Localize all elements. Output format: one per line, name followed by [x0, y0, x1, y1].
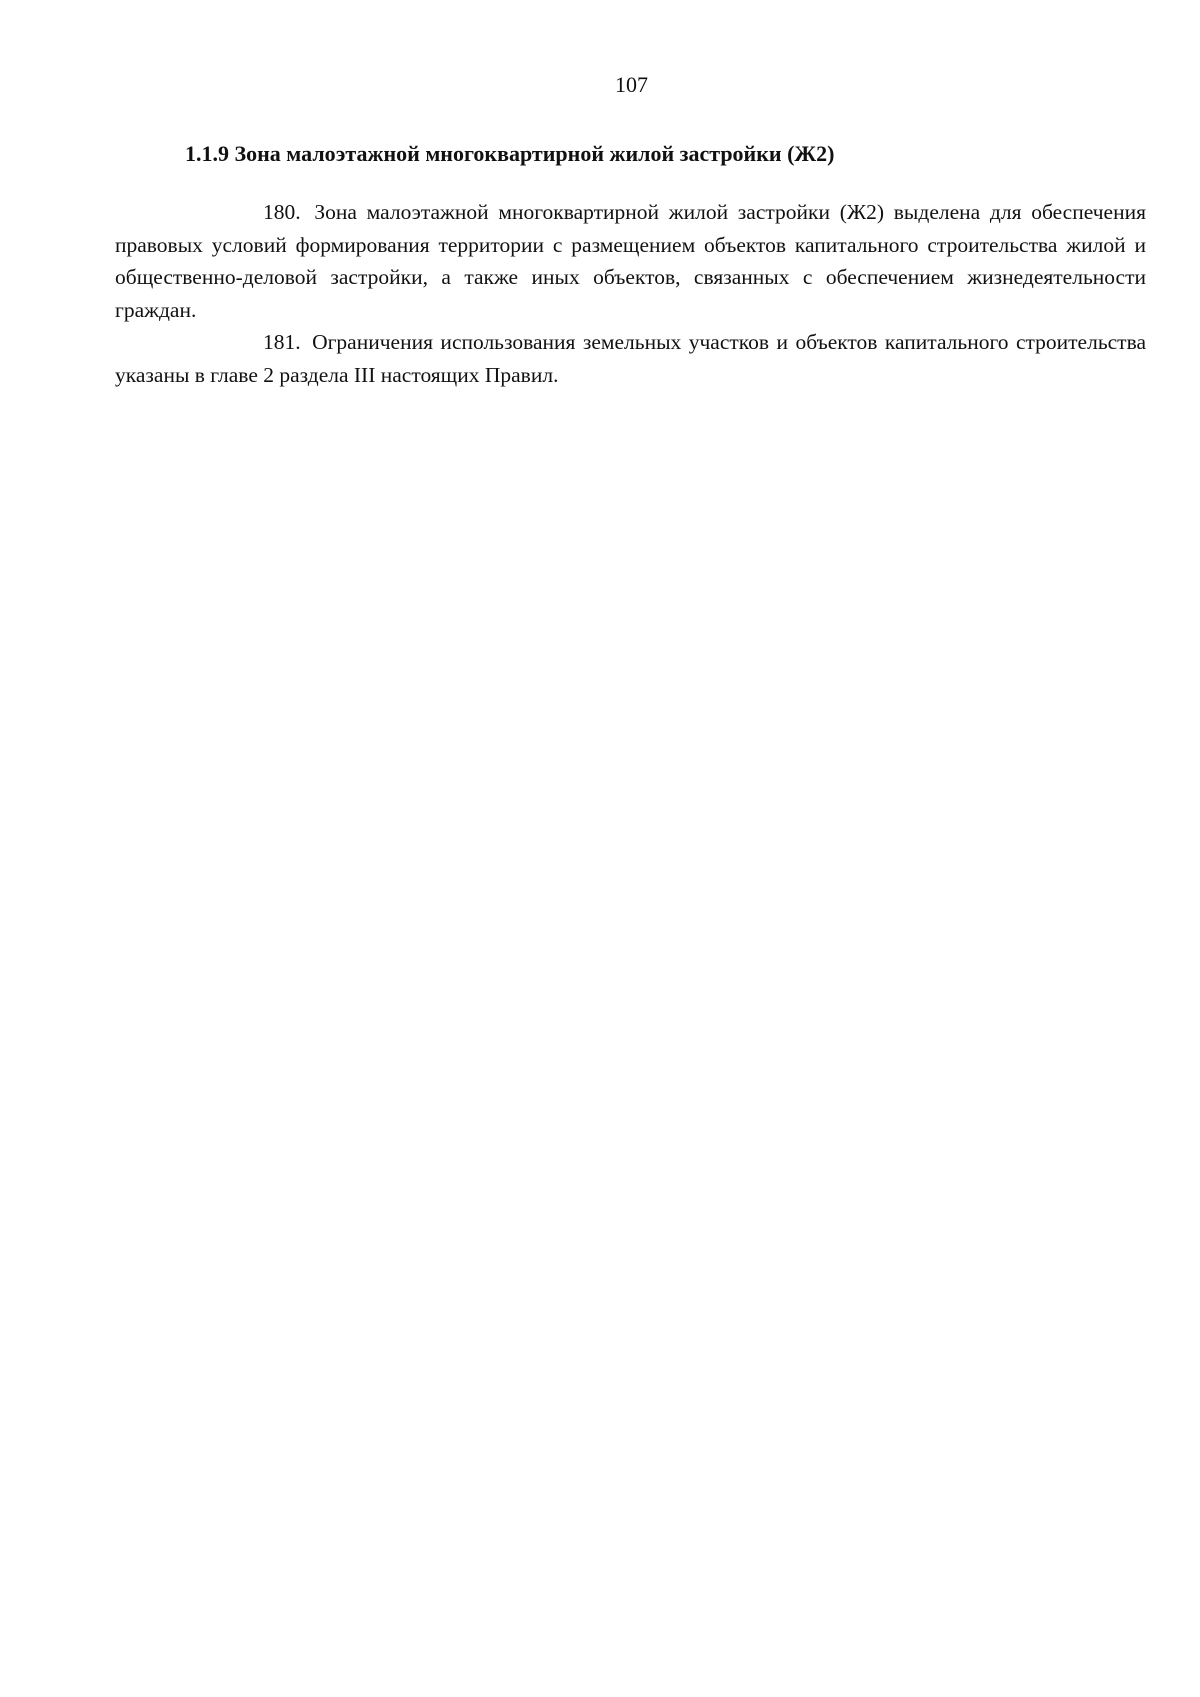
paragraph-181: [115, 326, 1146, 391]
page-number: 107: [615, 72, 648, 97]
paragraph-number: 181.: [263, 330, 301, 354]
paragraph-text: Ограничения использования земельных участков и объектов капитального строительства указаны в главе 2 раздела III настоящих Правил.: [115, 330, 1146, 387]
paragraph-number: 180.: [263, 200, 301, 224]
paragraph-180: [115, 196, 1146, 326]
paragraph-text: Зона малоэтажной многоквартирной жилой застройки (Ж2) выделена для обеспечения правовых условий формирования территории с размещением объектов капитального строительства жилой и общественно-деловой застройки, а также иных объектов, связанных с обеспечением жизнедеятельности граждан.: [115, 200, 1146, 322]
section-heading: 1.1.9 Зона малоэтажной многоквартирной жилой застройки (Ж2): [185, 141, 835, 166]
body-text: [115, 196, 1146, 391]
